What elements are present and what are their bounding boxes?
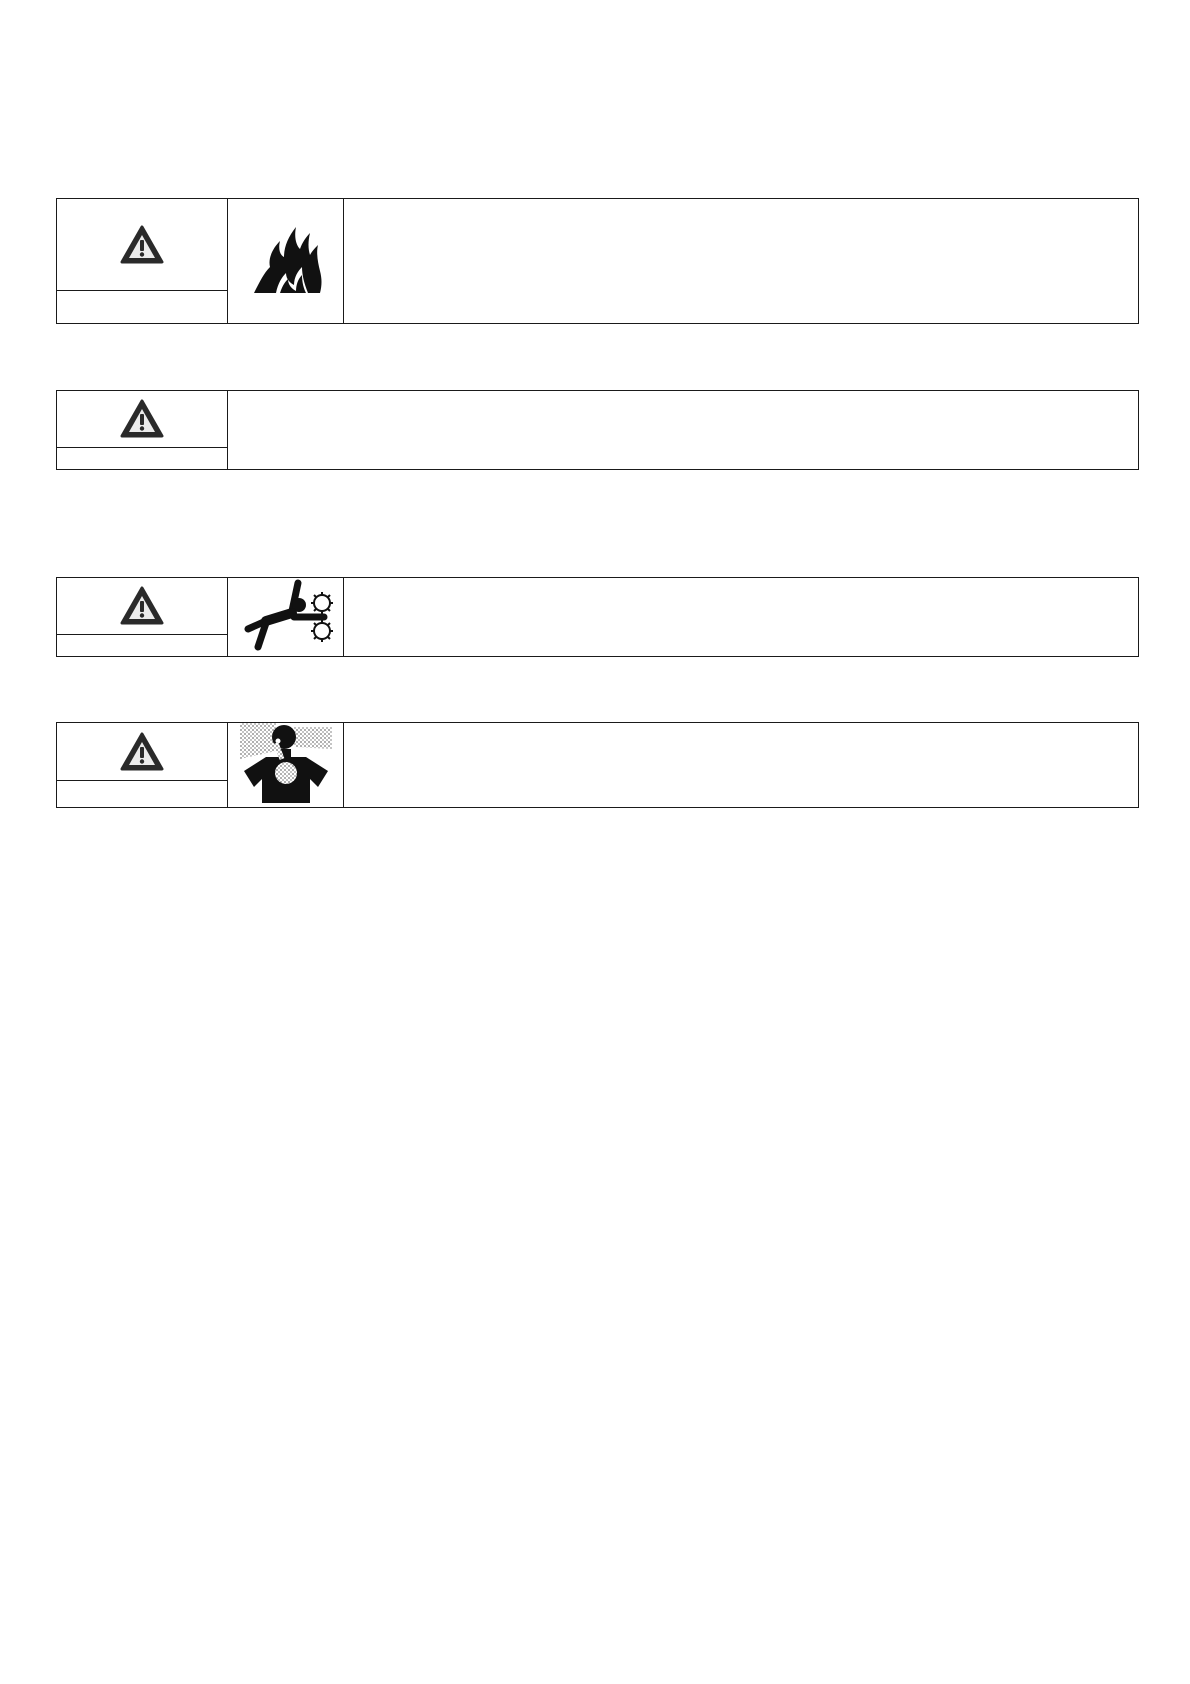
signal-word bbox=[57, 446, 227, 469]
safety-notice-inhalation bbox=[56, 722, 1139, 808]
alert-symbol-cell bbox=[57, 199, 227, 291]
safety-notice-fire bbox=[56, 198, 1139, 324]
alert-symbol-cell bbox=[57, 578, 227, 635]
entanglement-icon bbox=[236, 577, 336, 658]
signal-panel bbox=[57, 723, 228, 807]
signal-panel bbox=[57, 391, 228, 469]
warning-triangle-icon bbox=[119, 224, 165, 266]
safety-notice-entanglement bbox=[56, 577, 1139, 657]
alert-symbol-cell bbox=[57, 723, 227, 781]
safety-notice-general bbox=[56, 390, 1139, 470]
signal-panel bbox=[57, 199, 228, 323]
signal-word bbox=[57, 291, 227, 323]
signal-word bbox=[57, 779, 227, 807]
pictogram-cell bbox=[228, 578, 344, 656]
warning-triangle-icon bbox=[119, 731, 165, 773]
inhalation-hazard-icon bbox=[236, 721, 336, 810]
notice-message bbox=[344, 723, 1138, 807]
pictogram-cell bbox=[228, 199, 344, 323]
notice-message bbox=[344, 578, 1138, 656]
signal-panel bbox=[57, 578, 228, 656]
notice-message bbox=[344, 199, 1138, 323]
fire-icon bbox=[246, 219, 326, 304]
alert-symbol-cell bbox=[57, 391, 227, 448]
warning-triangle-icon bbox=[119, 585, 165, 627]
signal-word bbox=[57, 633, 227, 656]
pictogram-cell bbox=[228, 723, 344, 807]
warning-triangle-icon bbox=[119, 398, 165, 440]
notice-message bbox=[228, 391, 1138, 469]
